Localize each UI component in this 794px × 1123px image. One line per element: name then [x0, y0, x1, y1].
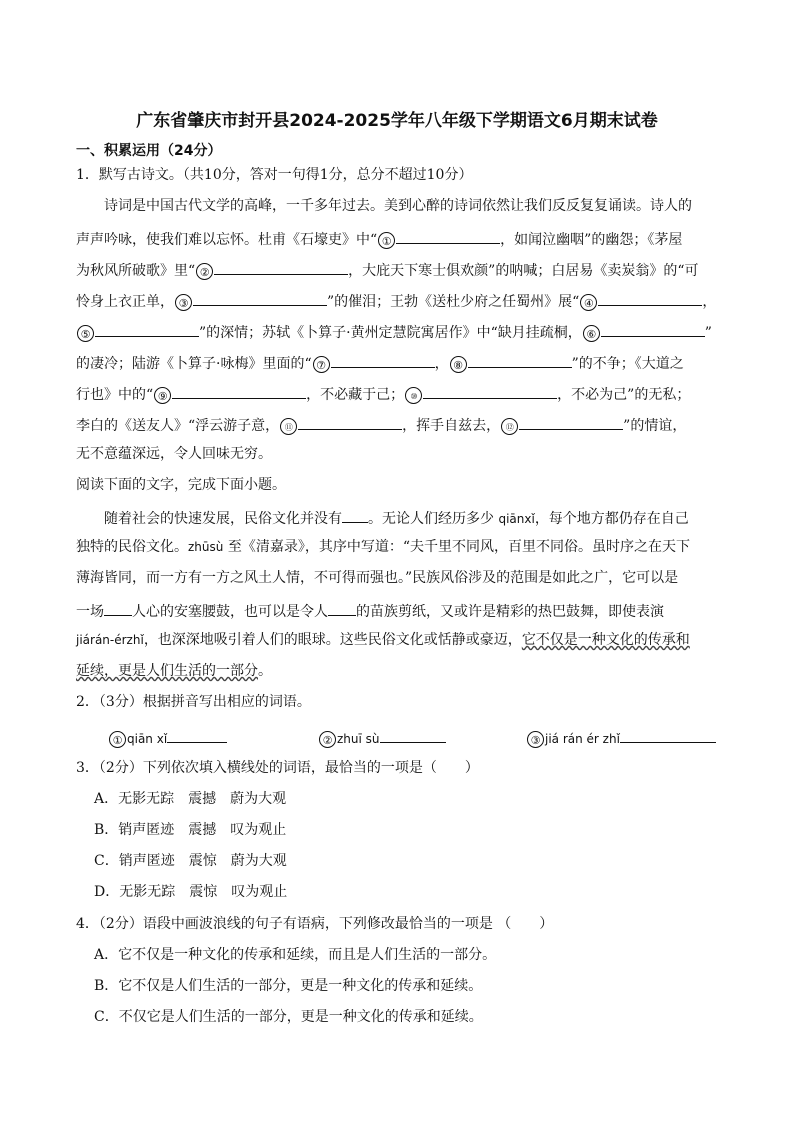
wavy-underlined-sentence: 它不仅是一种文化的传承和	[521, 632, 690, 648]
q3-option-d[interactable]: D．无影无踪 震惊 叹为观止	[94, 884, 288, 900]
q1-text-line: 李白的《送友人》“浮云游子意， ⑪ ，挥手自兹去， ⑫ ”的情谊，	[76, 413, 726, 436]
q1-text-line: 无不意蕴深远，令人回味无穷。	[76, 446, 272, 462]
passage-line: 随着社会的快速发展，民俗文化并没有 。无论人们经历多少 qiānxǐ，每个地方都仍存在自己	[104, 506, 754, 529]
q2-stem: 2．（3分）根据拼音写出相应的词语。	[76, 694, 311, 710]
q3-stem: 3．（2分）下列依次填入横线处的词语，最恰当的一项是（ ）	[76, 760, 479, 776]
q2-item: ② zhuī sù	[318, 726, 518, 749]
q2-item: ③ jiá rán ér zhǐ	[526, 726, 726, 749]
q3-option-a[interactable]: A．无影无踪 震撼 蔚为大观	[94, 791, 287, 807]
q3-option-c[interactable]: C．销声匿迹 震惊 蔚为大观	[94, 853, 287, 869]
q4-option-a[interactable]: A．它不仅是一种文化的传承和延续，而且是人们生活的一部分。	[94, 947, 497, 963]
q1-stem: 1．默写古诗文。（共10分，答对一句得1分，总分不超过10分）	[76, 167, 473, 183]
q1-text-line: 的凄冷；陆游《卜算子·咏梅》里面的“ ⑦ ， ⑧ ”的不争；《大道之	[76, 351, 726, 374]
q1-text-line: 行也》中的“ ⑨ ，不必藏于己； ⑩ ，不必为己”的无私；	[76, 382, 726, 405]
q1-text-line: 诗词是中国古代文学的高峰，一千多年过去。美到心醉的诗词依然让我们反反复复诵读。诗人的	[104, 198, 692, 214]
page-title: 广东省肇庆市封开县2024-2025学年八年级下学期语文6月期末试卷	[136, 111, 658, 131]
q2-item: ① qiān xǐ	[108, 726, 758, 749]
q4-option-b[interactable]: B．它不仅是人们生活的一部分，更是一种文化的传承和延续。	[94, 978, 483, 994]
q1-text-line: 为秋风所破歌》里“ ② ，大庇天下寒士俱欢颜”的呐喊；白居易《卖炭翁》的“可	[76, 258, 726, 281]
passage-line: 一场 人心的安塞腰鼓，也可以是令人 的苗族剪纸，又或许是精彩的热巴鼓舞，即使表演	[76, 599, 726, 622]
section-heading: 一、积累运用（24分）	[76, 143, 222, 159]
q1-text-line: 怜身上衣正单， ③ ”的催泪；王勃《送杜少府之任蜀州》展“ ④ ，	[76, 289, 726, 312]
passage-line: 薄海皆同，而一方有一方之风土人情，不可得而强也。”民族风俗涉及的范围是如此之广，它可以是	[76, 570, 679, 586]
passage-line: jiárán-érzhǐ，也深深地吸引着人们的眼球。这些民俗文化或恬静或豪迈，它不仅是一种文化的传承和	[76, 632, 690, 648]
q4-stem: 4．（2分）语段中画波浪线的句子有语病，下列修改最恰当的一项是 （ ）	[76, 916, 554, 932]
q3-option-b[interactable]: B．销声匿迹 震撼 叹为观止	[94, 822, 287, 838]
passage-line: 延续，更是人们生活的一部分。	[76, 663, 272, 679]
passage-line: 独特的民俗文化。zhūsù 至《清嘉录》，其序中写道：“夫千里不同风，百里不同俗。虽时序之在天下	[76, 539, 690, 555]
q1-text-line: 声声吟咏，使我们难以忘怀。杜甫《石壕吏》中“ ① ，如闻泣幽咽”的幽怨；《茅屋	[76, 227, 726, 250]
q4-option-c[interactable]: C．不仅它是人们生活的一部分，更是一种文化的传承和延续。	[94, 1009, 483, 1025]
wavy-underlined-sentence: 延续，更是人们生活的一部分	[76, 663, 258, 679]
reading-instruction: 阅读下面的文字，完成下面小题。	[76, 477, 286, 493]
q1-text-line: ⑤ ”的深情；苏轼《卜算子·黄州定慧院寓居作》中“缺月挂疏桐， ⑥ ”	[76, 320, 726, 343]
